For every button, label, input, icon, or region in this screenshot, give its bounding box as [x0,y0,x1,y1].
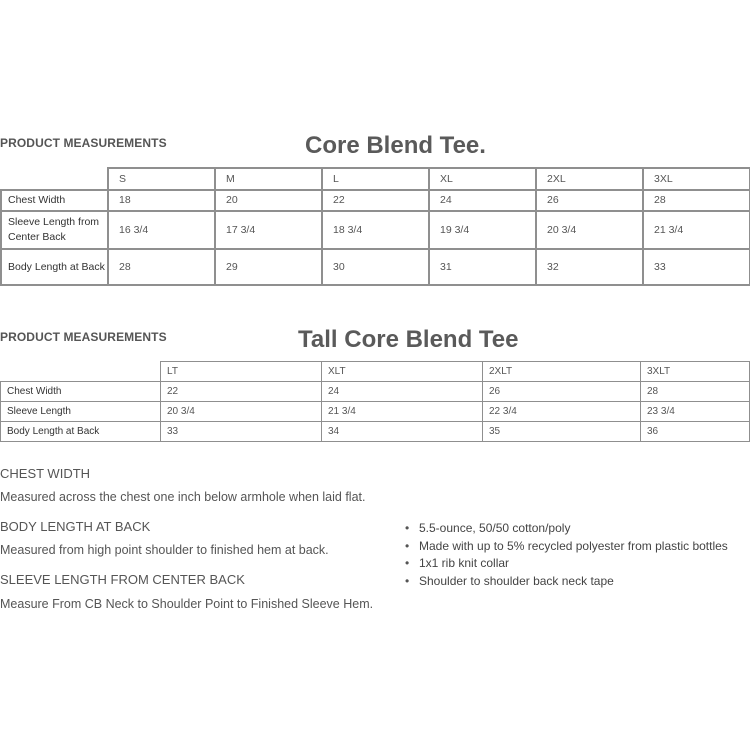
core-cell: 21 3/4 [643,211,750,249]
core-cell: 30 [322,249,429,285]
tall-size-table [0,361,750,442]
tall-size-header: LT [161,362,322,382]
core-size-header: S [108,168,215,190]
bullet-icon: • [405,521,410,535]
core-cell: 24 [429,190,536,211]
tall-cell: 22 3/4 [483,402,641,422]
tall-cell: 26 [483,382,641,402]
tall-cell: 35 [483,422,641,442]
tall-row-sleeve-length [1,402,750,422]
feature-item [405,539,728,557]
tall-cell: 23 3/4 [641,402,750,422]
core-size-table [0,167,750,286]
tall-size-header: 2XLT [483,362,641,382]
core-cell: 18 [108,190,215,211]
feature-text: 5.5-ounce, 50/50 cotton/poly [419,521,571,535]
core-cell: 32 [536,249,643,285]
tall-row-body-length [1,422,750,442]
feature-item [405,574,728,592]
tall-cell: 28 [641,382,750,402]
core-cell: 17 3/4 [215,211,322,249]
tall-cell: 21 3/4 [322,402,483,422]
core-cell: 28 [108,249,215,285]
core-row-sleeve-length [1,211,750,249]
tall-row-label: Chest Width [1,382,161,402]
tall-size-header: XLT [322,362,483,382]
core-cell: 19 3/4 [429,211,536,249]
core-cell: 31 [429,249,536,285]
core-row-body-length [1,249,750,285]
tall-size-header: 3XLT [641,362,750,382]
bullet-icon: • [405,556,410,570]
core-cell: 33 [643,249,750,285]
tall-header-corner [1,362,161,382]
tall-cell: 33 [161,422,322,442]
tall-row-chest-width [1,382,750,402]
core-row-label: Chest Width [1,190,108,211]
feature-list [405,521,728,591]
tall-header-row [1,362,750,382]
core-cell: 28 [643,190,750,211]
core-cell: 18 3/4 [322,211,429,249]
definition-text-chest-width: Measured across the chest one inch below armhole when laid flat. [0,490,366,504]
definition-text-body-length: Measured from high point shoulder to finished hem at back. [0,543,329,557]
bullet-icon: • [405,573,410,588]
core-section-label: PRODUCT MEASUREMENTS [0,136,167,150]
definition-text-sleeve-length: Measure From CB Neck to Shoulder Point to Finished Sleeve Hem. [0,597,374,611]
tall-row-label: Body Length at Back [1,422,161,442]
core-size-header: 2XL [536,168,643,190]
feature-item [405,521,728,539]
core-row-chest-width [1,190,750,211]
feature-text: Made with up to 5% recycled polyester from plastic bottles [419,538,728,553]
tall-cell: 22 [161,382,322,402]
core-cell: 20 3/4 [536,211,643,249]
core-cell: 22 [322,190,429,211]
tall-table-title: Tall Core Blend Tee [298,326,519,353]
bullet-icon: • [405,538,410,553]
feature-text: 1x1 rib knit collar [419,556,510,570]
core-header-row [1,168,750,190]
core-size-header: 3XL [643,168,750,190]
core-size-header: L [322,168,429,190]
core-size-header: M [215,168,322,190]
core-header-corner [1,168,108,190]
tall-section-label: PRODUCT MEASUREMENTS [0,330,167,344]
tall-cell: 34 [322,422,483,442]
core-row-label: Body Length at Back [1,249,108,285]
core-row-label: Sleeve Length from Center Back [1,211,108,249]
core-cell: 16 3/4 [108,211,215,249]
core-size-header: XL [429,168,536,190]
tall-cell: 36 [641,422,750,442]
definition-heading-body-length: BODY LENGTH AT BACK [0,519,151,534]
core-cell: 26 [536,190,643,211]
definition-heading-sleeve-length: SLEEVE LENGTH FROM CENTER BACK [0,572,245,587]
feature-item [405,556,728,574]
core-cell: 29 [215,249,322,285]
tall-cell: 24 [322,382,483,402]
feature-text: Shoulder to shoulder back neck tape [419,573,614,588]
tall-row-label: Sleeve Length [1,402,161,422]
definition-heading-chest-width: CHEST WIDTH [0,466,91,481]
tall-cell: 20 3/4 [161,402,322,422]
core-cell: 20 [215,190,322,211]
core-table-title: Core Blend Tee. [305,132,486,159]
